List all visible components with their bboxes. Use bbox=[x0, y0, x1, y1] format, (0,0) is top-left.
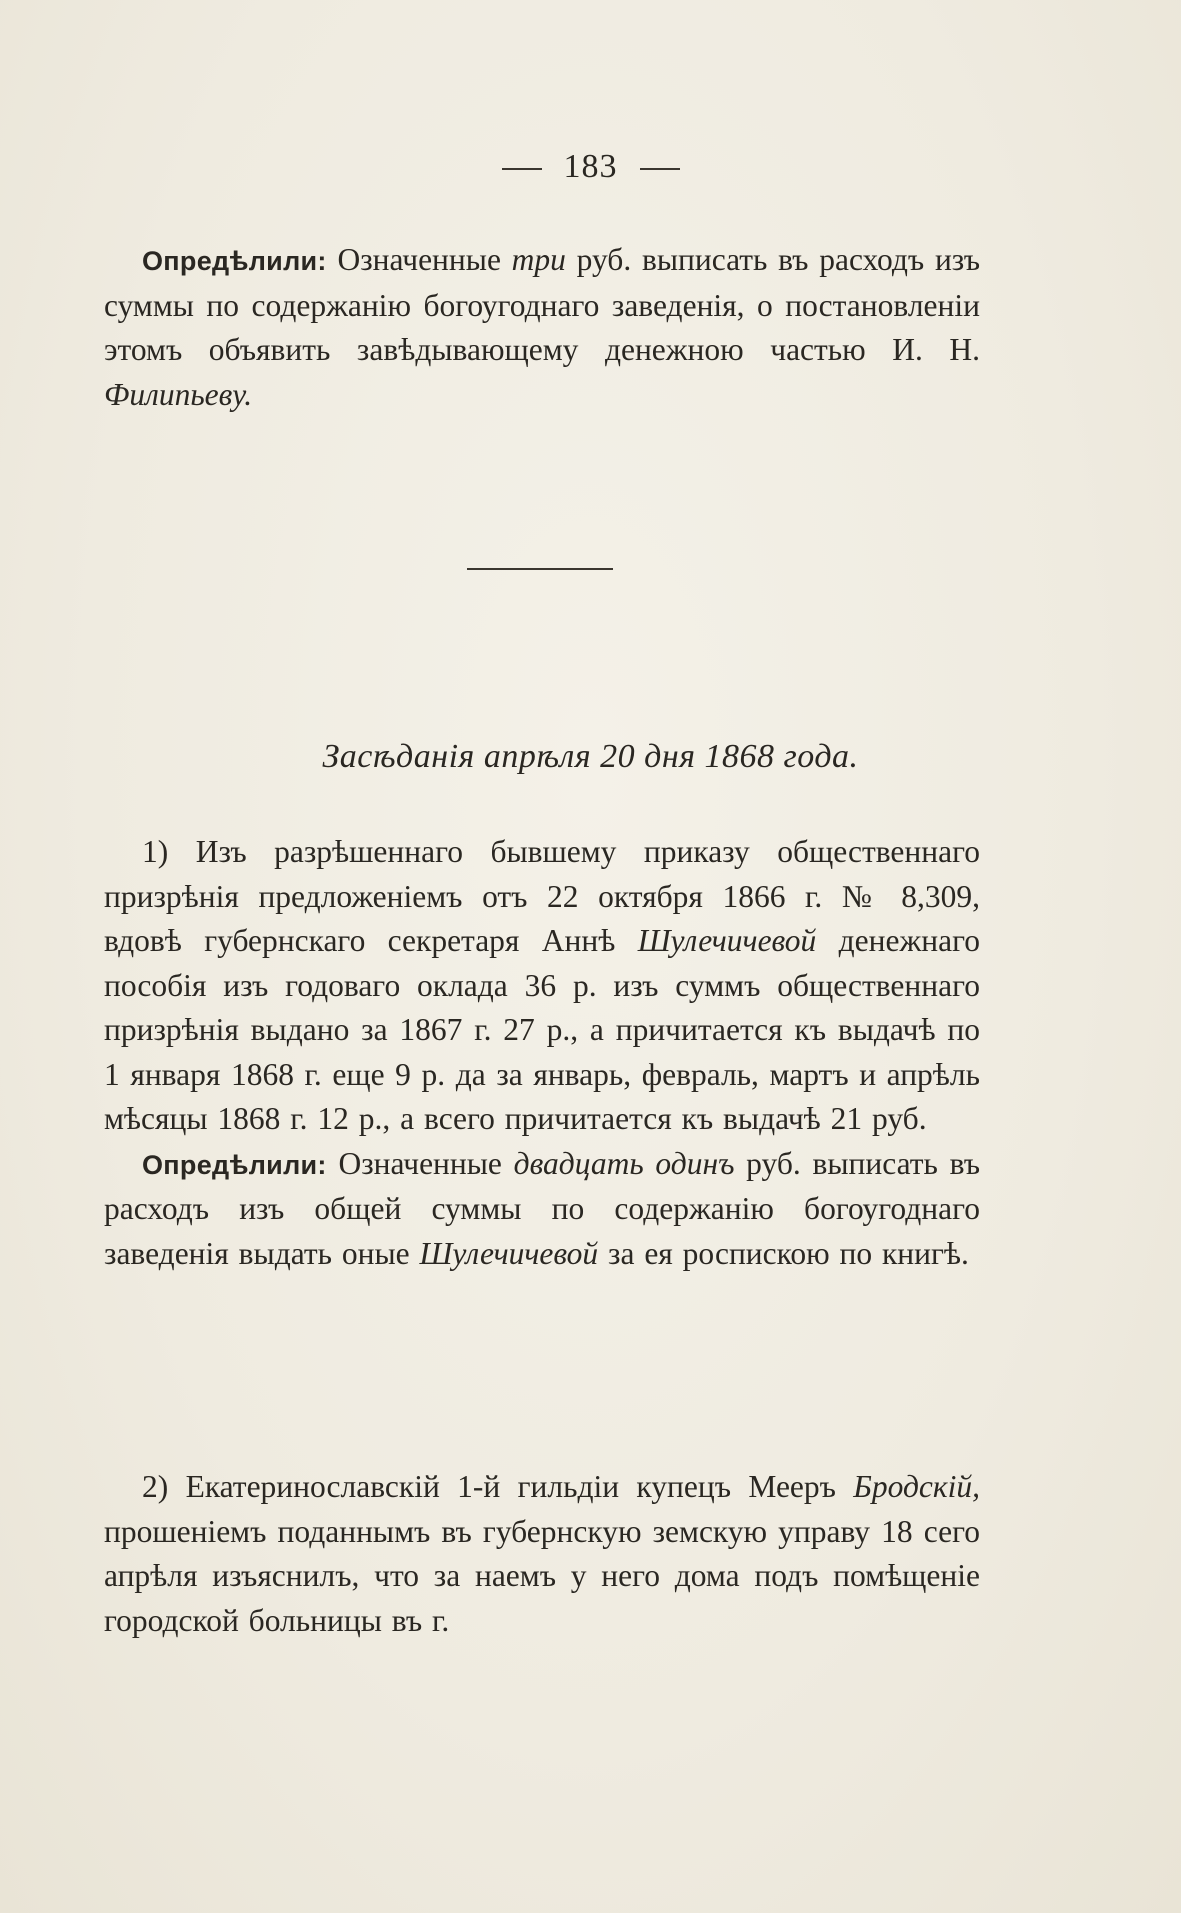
text-run: за ея роспискою по книгѣ. bbox=[598, 1235, 969, 1271]
paragraph bbox=[104, 1142, 980, 1277]
text-run: руб. выписать въ расходъ изъ суммы по содержанію богоугоднаго заведенія, о постановленіи этомъ объявить завѣдывающему денежною частью И. Н. bbox=[104, 242, 980, 367]
decision-label: Опредѣлили: bbox=[142, 246, 327, 276]
header-dash-left bbox=[502, 168, 542, 170]
italic-name: Шулечичевой bbox=[419, 1235, 599, 1271]
text-run: 1) Изъ разрѣшеннаго бывшему приказу общественнаго призрѣнія предложеніемъ отъ 22 октября 1866 г. № 8,309, вдовѣ губернскаго секретаря Аннѣ bbox=[104, 834, 980, 958]
page-number: 183 bbox=[563, 148, 618, 185]
decision-paragraph-1 bbox=[104, 238, 980, 417]
bleed-through-texture bbox=[100, 380, 980, 760]
section-divider bbox=[467, 568, 613, 570]
text-run: денежнаго пособія изъ годоваго оклада 36 р. изъ суммъ общественнаго призрѣнія выдано за 1867 г. 27 р., а причитается къ выдачѣ по 1 января 1868 г. еще 9 р. да за январь, февраль, мартъ и апрѣль мѣсяцы 1868 г. 12 р., а всего причитается къ выдачѣ 21 руб. bbox=[104, 923, 980, 1136]
decision-label: Опредѣлили: bbox=[142, 1149, 327, 1180]
text-run: 2) Екатеринославскій 1-й гильдіи купецъ Мееръ bbox=[142, 1469, 854, 1504]
paragraph bbox=[104, 238, 980, 417]
italic-run: двадцать одинъ bbox=[513, 1145, 735, 1181]
italic-name: Бродскій, bbox=[853, 1469, 980, 1504]
paragraph bbox=[104, 830, 980, 1142]
text-run: руб. выписать въ расходъ изъ общей суммы по содержанію богоугоднаго заведенія выдать оные bbox=[104, 1145, 980, 1271]
section-title: Засѣданія апрѣля 20 дня 1868 года. bbox=[322, 738, 859, 775]
italic-name: Филипьеву. bbox=[104, 376, 253, 412]
italic-name: Шулечичевой bbox=[637, 923, 817, 958]
text-run: прошеніемъ поданнымъ въ губернскую земскую управу 18 сего апрѣля изъяснилъ, что за наемъ у него дома подъ помѣщеніе городской больницы въ г. bbox=[104, 1513, 980, 1638]
italic-run: три bbox=[511, 242, 566, 277]
paragraph bbox=[104, 1465, 980, 1643]
page-header bbox=[0, 148, 1181, 186]
text-run: Означенные bbox=[326, 1145, 514, 1181]
item-1 bbox=[104, 830, 980, 1276]
header-dash-right bbox=[640, 168, 680, 170]
text-run: Означенные bbox=[326, 242, 512, 277]
item-2 bbox=[104, 1465, 980, 1643]
